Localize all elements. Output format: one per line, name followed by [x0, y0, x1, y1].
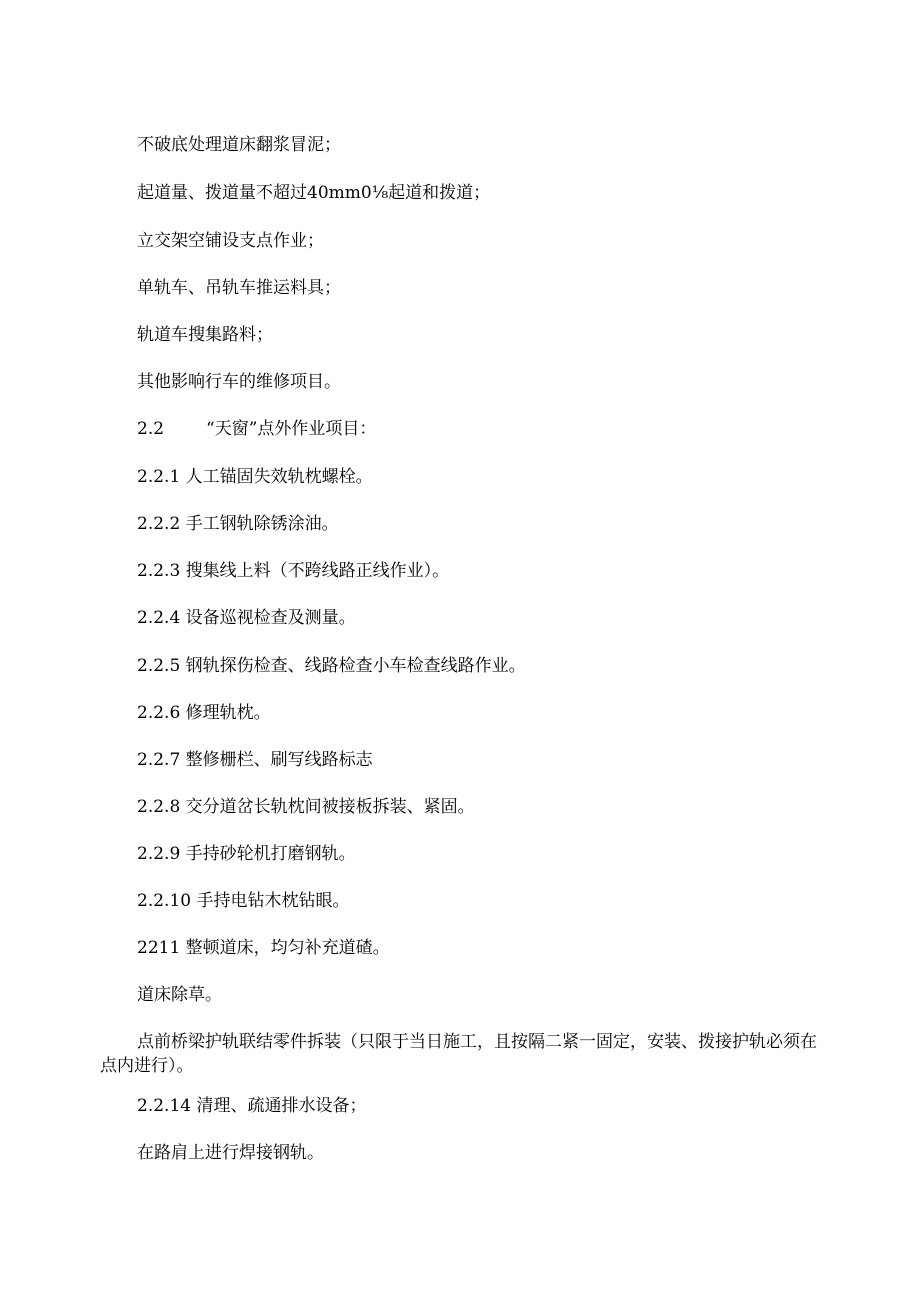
paragraph: 点前桥梁护轨联结零件拆装（只限于当日施工，且按隔二紧一固定，安装、拨接护轨必须在点内进行）。 — [100, 1032, 817, 1076]
text-line: 不破底处理道床翻浆冒泥； — [137, 135, 341, 155]
list-item: 2.2.4 设备巡视检查及测量。 — [137, 608, 356, 628]
text-line: 起道量、拨道量不超过40mm0⅛起道和拨道； — [137, 183, 491, 203]
section-title: “天窗”点外作业项目： — [206, 419, 377, 439]
list-item: 2.2.9 手持砂轮机打磨钢轨。 — [137, 844, 356, 864]
list-item: 道床除草。 — [137, 985, 222, 1005]
list-item: 2.2.7 整修栅栏、刷写线路标志 — [137, 750, 373, 770]
list-item: 2.2.1 人工锚固失效轨枕螺栓。 — [137, 467, 373, 487]
list-item: 2.2.14 清理、疏通排水设备； — [137, 1096, 367, 1116]
section-number: 2.2 — [137, 419, 165, 439]
list-item: 2.2.8 交分道岔长轨枕间被接板拆装、紧固。 — [137, 797, 475, 817]
text-line: 单轨车、吊轨车推运料具； — [137, 278, 341, 298]
list-item: 2.2.3 搜集线上料（不跨线路正线作业）。 — [137, 561, 450, 581]
section-heading — [137, 418, 376, 440]
text-line: 在路肩上进行焊接钢轨。 — [137, 1143, 324, 1163]
list-item: 2.2.10 手持电钻木枕钻眼。 — [137, 891, 350, 911]
text-line: 轨道车搜集路料； — [137, 325, 273, 345]
list-item: 2.2.5 钢轨探伤检查、线路检查小车检查线路作业。 — [137, 656, 526, 676]
text-line: 其他影响行车的维修项目。 — [137, 372, 341, 392]
list-item: 2211 整顿道床，均匀补充道碴。 — [137, 938, 390, 958]
text-line: 立交架空铺设支点作业； — [137, 231, 324, 251]
list-item: 2.2.2 手工钢轨除锈涂油。 — [137, 514, 339, 534]
list-item: 2.2.6 修理轨枕。 — [137, 703, 271, 723]
